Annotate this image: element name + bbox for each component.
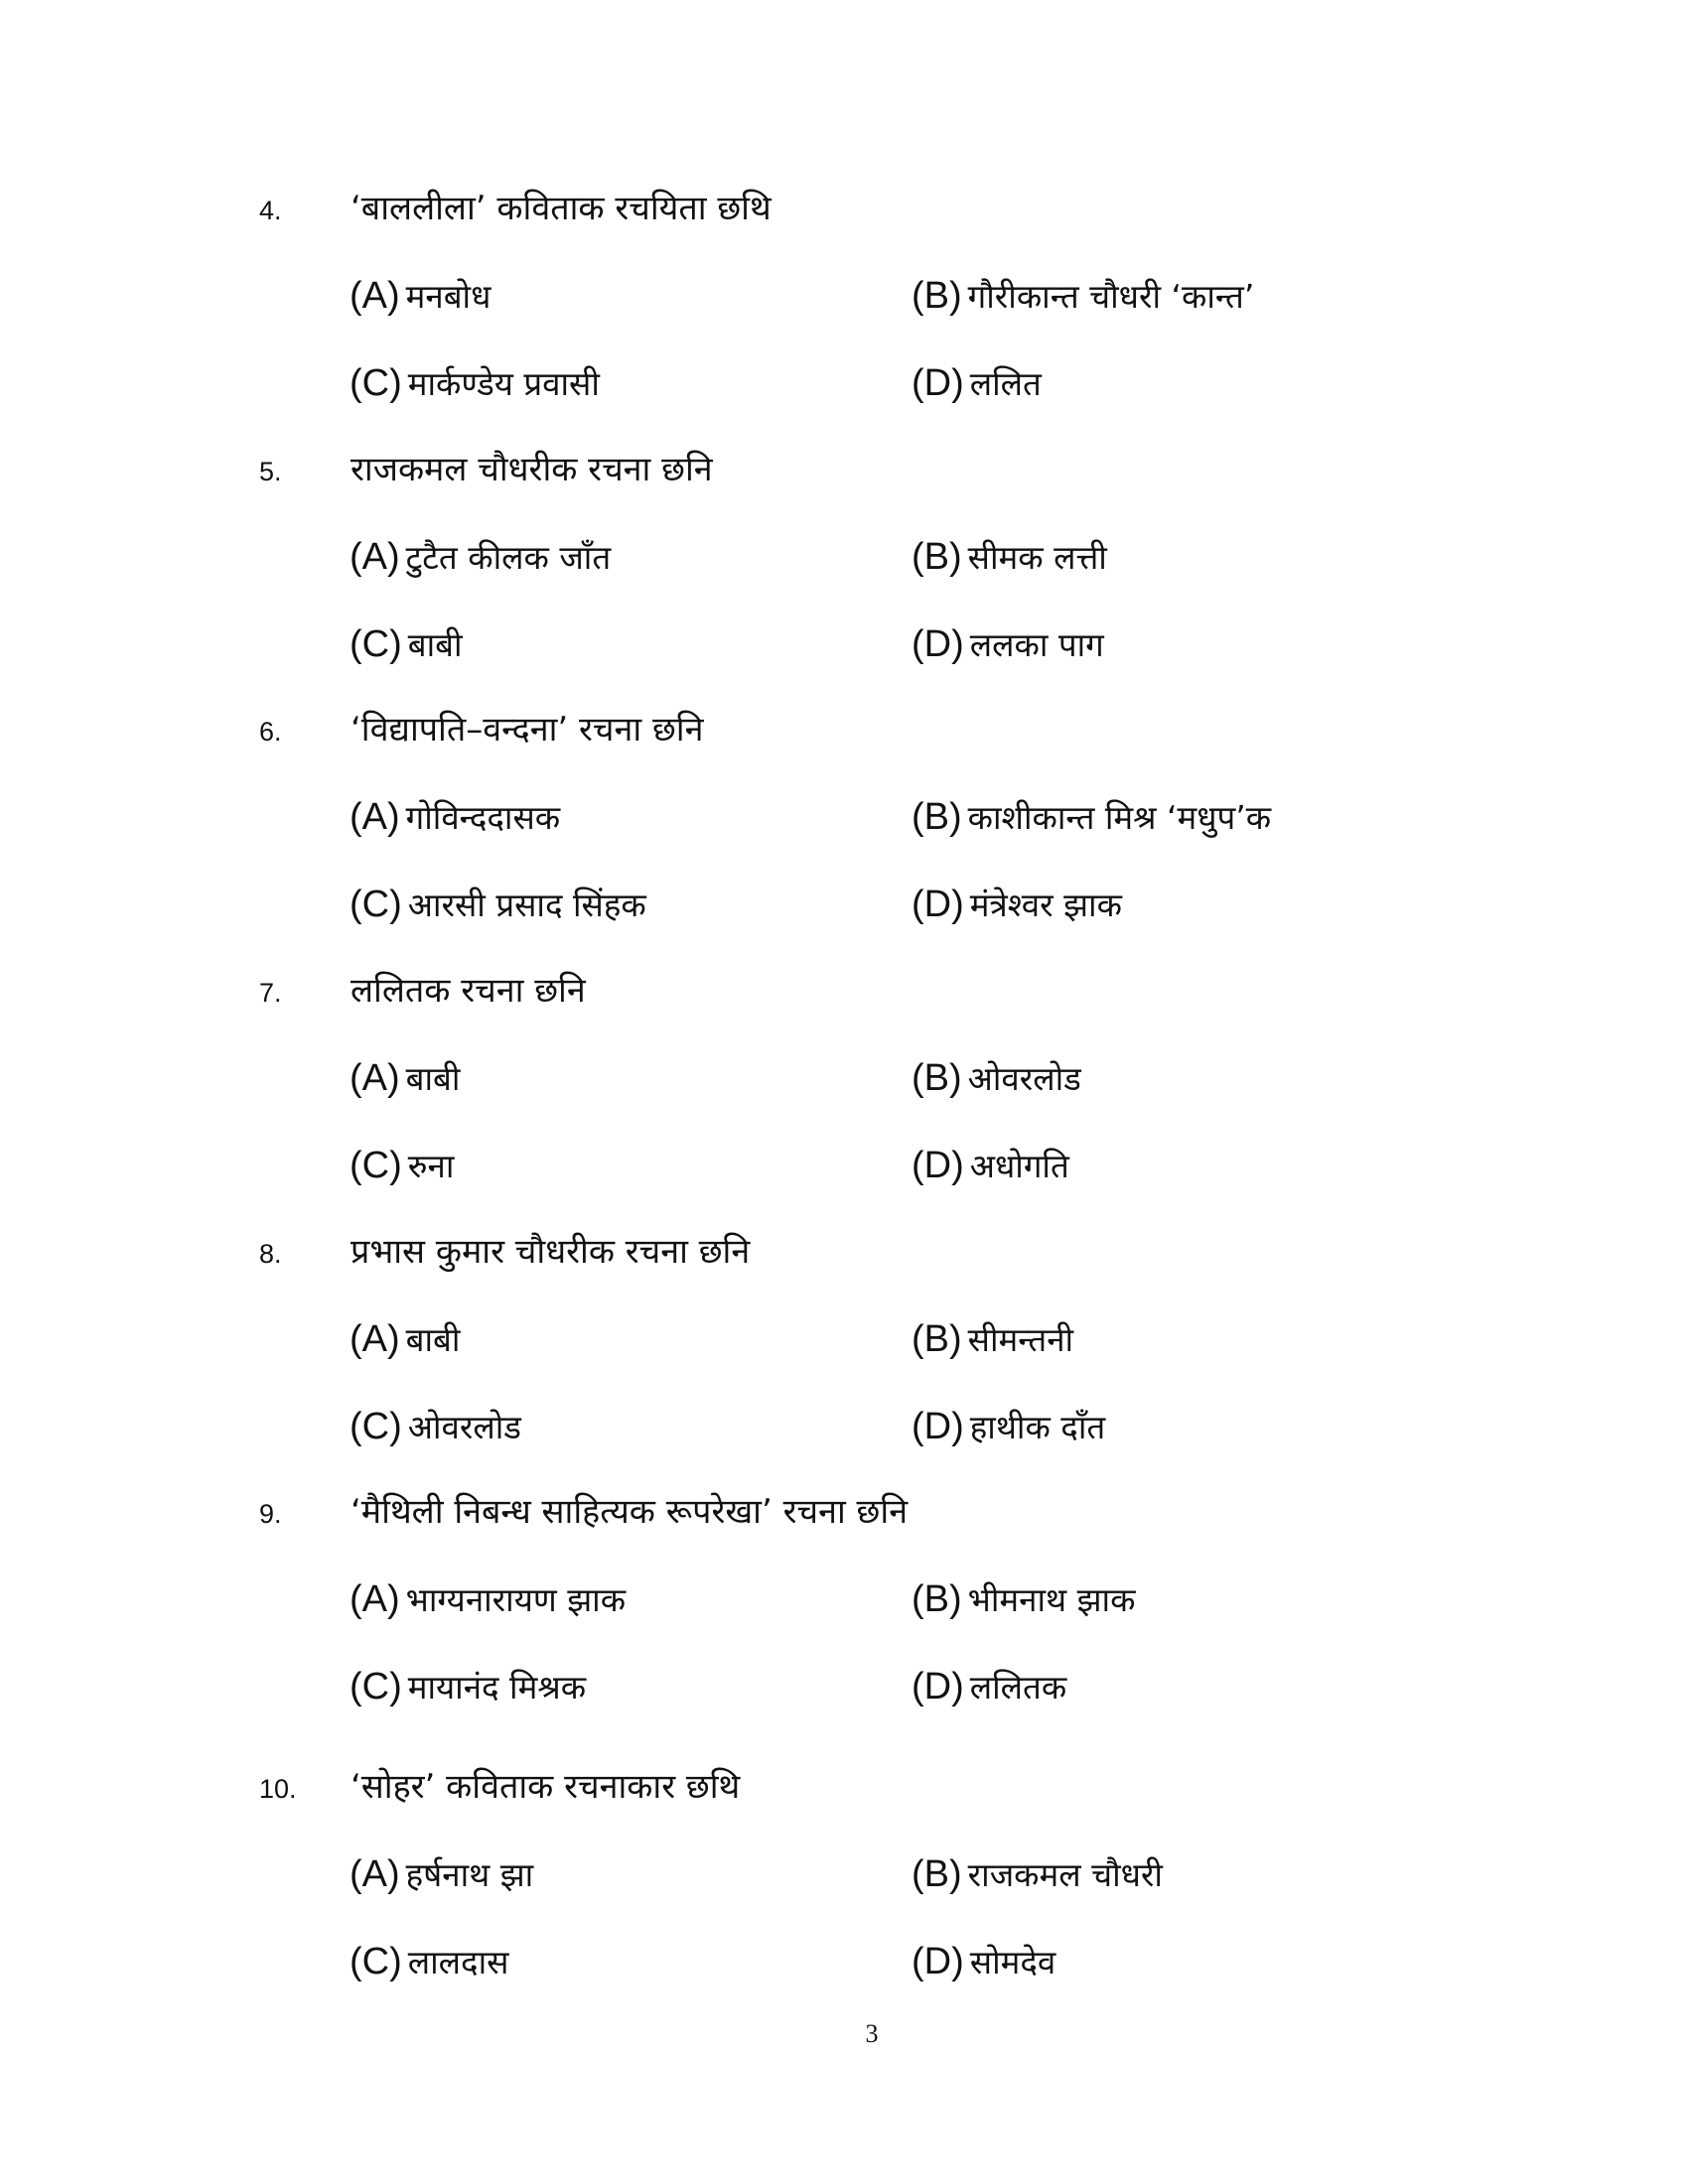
option-text: ललका पाग	[969, 625, 1104, 664]
option-text: मार्कण्डेय प्रवासी	[407, 364, 600, 403]
option-label: (B)	[912, 1853, 962, 1895]
question-number: 10.	[259, 1774, 297, 1804]
question-10	[0, 1769, 1688, 2027]
option-d	[912, 1403, 1105, 1451]
question-number: 7.	[259, 978, 282, 1008]
option-a	[350, 793, 560, 842]
option-text: ओवरलोड	[407, 1408, 521, 1446]
option-text: ललित	[969, 364, 1042, 403]
question-text: प्रभास कुमार चौधरीक रचना छनि	[351, 1232, 751, 1272]
option-text: मनबोध	[405, 277, 492, 316]
option-a	[350, 1054, 460, 1103]
option-text: ओवरलोड	[967, 1059, 1081, 1098]
option-a	[350, 272, 491, 321]
option-b	[912, 1315, 1073, 1364]
question-number: 8.	[259, 1239, 282, 1269]
option-label: (B)	[912, 1318, 962, 1360]
option-d	[912, 881, 1122, 929]
option-text: सीमक लत्ती	[967, 538, 1107, 577]
option-text: टुटैत कीलक जाँत	[405, 538, 612, 577]
option-d	[912, 1938, 1055, 1986]
option-label: (D)	[912, 884, 964, 925]
option-c	[350, 1403, 521, 1451]
option-text: गौरीकान्त चौधरी ‘कान्त’	[967, 277, 1255, 316]
option-label: (B)	[912, 796, 962, 838]
option-label: (C)	[350, 884, 402, 925]
question-number: 5.	[259, 457, 282, 486]
option-c	[350, 881, 646, 929]
question-7	[0, 973, 1688, 1231]
question-text: ‘विद्यापति–वन्दना’ रचना छनि	[351, 710, 704, 750]
option-label: (C)	[350, 1666, 402, 1707]
option-label: (D)	[912, 1145, 964, 1186]
option-label: (A)	[350, 536, 400, 578]
option-label: (D)	[912, 362, 964, 404]
option-b	[912, 533, 1107, 582]
question-9	[0, 1494, 1688, 1752]
option-label: (A)	[350, 275, 400, 317]
option-text: बाबी	[405, 1059, 461, 1098]
page-number: 3	[865, 2019, 879, 2048]
option-text: मंत्रेश्वर झाक	[969, 886, 1122, 924]
option-text: मायानंद मिश्रक	[407, 1668, 587, 1706]
option-label: (C)	[350, 362, 402, 404]
option-a	[350, 533, 611, 582]
option-d	[912, 359, 1042, 408]
option-d	[912, 1142, 1069, 1190]
option-a	[350, 1315, 460, 1364]
option-b	[912, 793, 1271, 842]
option-label: (A)	[350, 1853, 400, 1895]
question-5	[0, 452, 1688, 710]
option-text: आरसी प्रसाद सिंहक	[407, 886, 646, 924]
option-a	[350, 1850, 533, 1899]
question-8	[0, 1234, 1688, 1492]
option-b	[912, 1850, 1163, 1899]
option-label: (A)	[350, 796, 400, 838]
option-c	[350, 1142, 454, 1190]
option-text: लालदास	[407, 1943, 509, 1981]
question-6	[0, 712, 1688, 970]
question-text: ‘मैथिली निबन्ध साहित्यक रूपरेखा’ रचना छनि	[351, 1492, 909, 1532]
option-text: ललितक	[969, 1668, 1067, 1706]
option-label: (B)	[912, 536, 962, 578]
option-text: सीमन्तनी	[967, 1320, 1074, 1359]
option-text: बाबी	[407, 625, 463, 664]
option-label: (C)	[350, 1406, 402, 1447]
option-c	[350, 359, 600, 408]
option-text: सोमदेव	[969, 1943, 1056, 1981]
option-label: (B)	[912, 1578, 962, 1620]
option-text: बाबी	[405, 1320, 461, 1359]
option-label: (B)	[912, 275, 962, 317]
question-text: ‘सोहर’ कविताक रचनाकार छथि	[351, 1767, 741, 1807]
option-text: हाथीक दाँत	[969, 1408, 1106, 1446]
option-b	[912, 1575, 1135, 1624]
option-label: (D)	[912, 623, 964, 665]
question-text: ‘बाललीला’ कविताक रचयिता छथि	[351, 189, 772, 228]
option-a	[350, 1575, 626, 1624]
option-text: हर्षनाथ झा	[405, 1855, 534, 1894]
option-b	[912, 272, 1254, 321]
option-label: (A)	[350, 1318, 400, 1360]
option-label: (C)	[350, 1941, 402, 1982]
question-number: 4.	[259, 196, 282, 225]
option-label: (A)	[350, 1057, 400, 1099]
option-text: भीमनाथ झाक	[967, 1580, 1136, 1619]
option-label: (C)	[350, 623, 402, 665]
option-b	[912, 1054, 1081, 1103]
option-label: (C)	[350, 1145, 402, 1186]
option-text: रुना	[407, 1147, 455, 1185]
option-d	[912, 1663, 1066, 1711]
question-text: ललितक रचना छनि	[351, 971, 586, 1011]
option-label: (D)	[912, 1406, 964, 1447]
option-label: (B)	[912, 1057, 962, 1099]
option-c	[350, 1938, 508, 1986]
question-4	[0, 191, 1688, 449]
option-text: गोविन्ददासक	[405, 798, 561, 837]
option-text: राजकमल चौधरी	[967, 1855, 1163, 1894]
question-number: 9.	[259, 1499, 282, 1529]
option-label: (A)	[350, 1578, 400, 1620]
option-d	[912, 620, 1104, 669]
option-text: अधोगति	[969, 1147, 1069, 1185]
option-label: (D)	[912, 1666, 964, 1707]
option-text: भाग्यनारायण झाक	[405, 1580, 627, 1619]
question-number: 6.	[259, 717, 282, 747]
option-label: (D)	[912, 1941, 964, 1982]
question-text: राजकमल चौधरीक रचना छनि	[351, 450, 713, 489]
option-c	[350, 620, 463, 669]
option-c	[350, 1663, 586, 1711]
option-text: काशीकान्त मिश्र ‘मधुप’क	[967, 798, 1272, 837]
